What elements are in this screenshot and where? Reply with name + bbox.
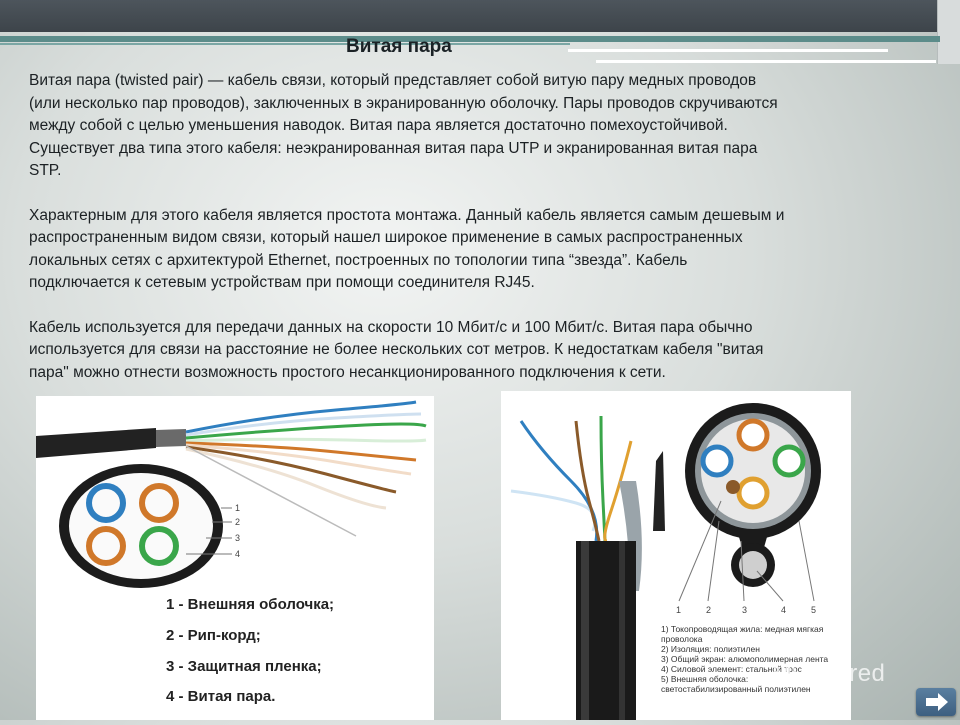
header-rule-thin	[0, 43, 570, 45]
top-bar	[0, 0, 960, 32]
watermark-text: MyShared	[772, 660, 886, 687]
callout-label: 1	[676, 605, 682, 615]
slide-title: Витая пара	[346, 36, 452, 57]
callout-label: 1	[235, 503, 241, 513]
legend-item: 2) Изоляция: полиэтилен	[661, 644, 760, 654]
legend-item: 3) Общий экран: алюмополимерная лента	[661, 654, 829, 664]
next-slide-button[interactable]	[916, 688, 956, 716]
legend-item: 4 - Витая пара.	[166, 688, 276, 705]
callout-label: 3	[742, 605, 748, 615]
watermark	[772, 660, 885, 688]
legend-item: 3 - Защитная пленка;	[166, 658, 322, 675]
paragraph-1: Витая пара (twisted pair) — кабель связи, который представляет собой витую пару медных проводов (или несколько пар проводов), заключенных в экранированную оболочку. Пары проводов скручиваются между собой с целью уменьшения наводок. Витая пара является достаточно помехоустойчивой. Существует два типа этого кабеля: неэкранированная витая пара UTP и экранированная витая пара STP.	[29, 72, 778, 179]
decor-line	[568, 49, 888, 52]
callout-label: 2	[235, 517, 241, 527]
legend-item: 1 - Внешняя оболочка;	[166, 596, 335, 613]
arrow-right-icon	[916, 688, 956, 716]
legend-item: светостабилизированный полиэтилен	[661, 684, 811, 694]
paragraph-3: Кабель используется для передачи данных на скорости 10 Мбит/с и 100 Мбит/с. Витая пара обычно используется для связи на расстояние не более нескольких сот метров. К недостаткам кабеля "витая пара" можно отнести возможность простого несанкционированного подключения к сети.	[29, 318, 764, 381]
legend-item: 4) Силовой элемент: стальной трос	[661, 664, 802, 674]
legend-item: 5) Внешняя оболочка:	[661, 674, 749, 684]
legend-item: 1) Токопроводящая жила: медная мягкая	[661, 624, 824, 634]
header-rule	[0, 36, 940, 42]
scrollbar[interactable]	[937, 0, 960, 64]
legend-item: проволока	[661, 634, 703, 644]
callout-label: 2	[706, 605, 712, 615]
decor-line	[596, 60, 936, 63]
paragraph-2: Характерным для этого кабеля является простота монтажа. Данный кабель является самым дешевым и распространенным видом связи, который нашел широкое применение в самых распространенных локальных сетях с архитектурой Ethernet, построенных по топологии типа “звезда”. Кабель подключается к сетевым устройствам при помощи соединителя RJ45.	[29, 206, 785, 291]
callout-label: 3	[235, 533, 241, 543]
callout-label: 5	[811, 605, 817, 615]
callout-label: 4	[781, 605, 787, 615]
slide-body	[29, 70, 944, 406]
legend-item: 2 - Рип-корд;	[166, 627, 261, 644]
callout-label: 4	[235, 549, 241, 559]
utp-cable-image	[36, 396, 434, 720]
